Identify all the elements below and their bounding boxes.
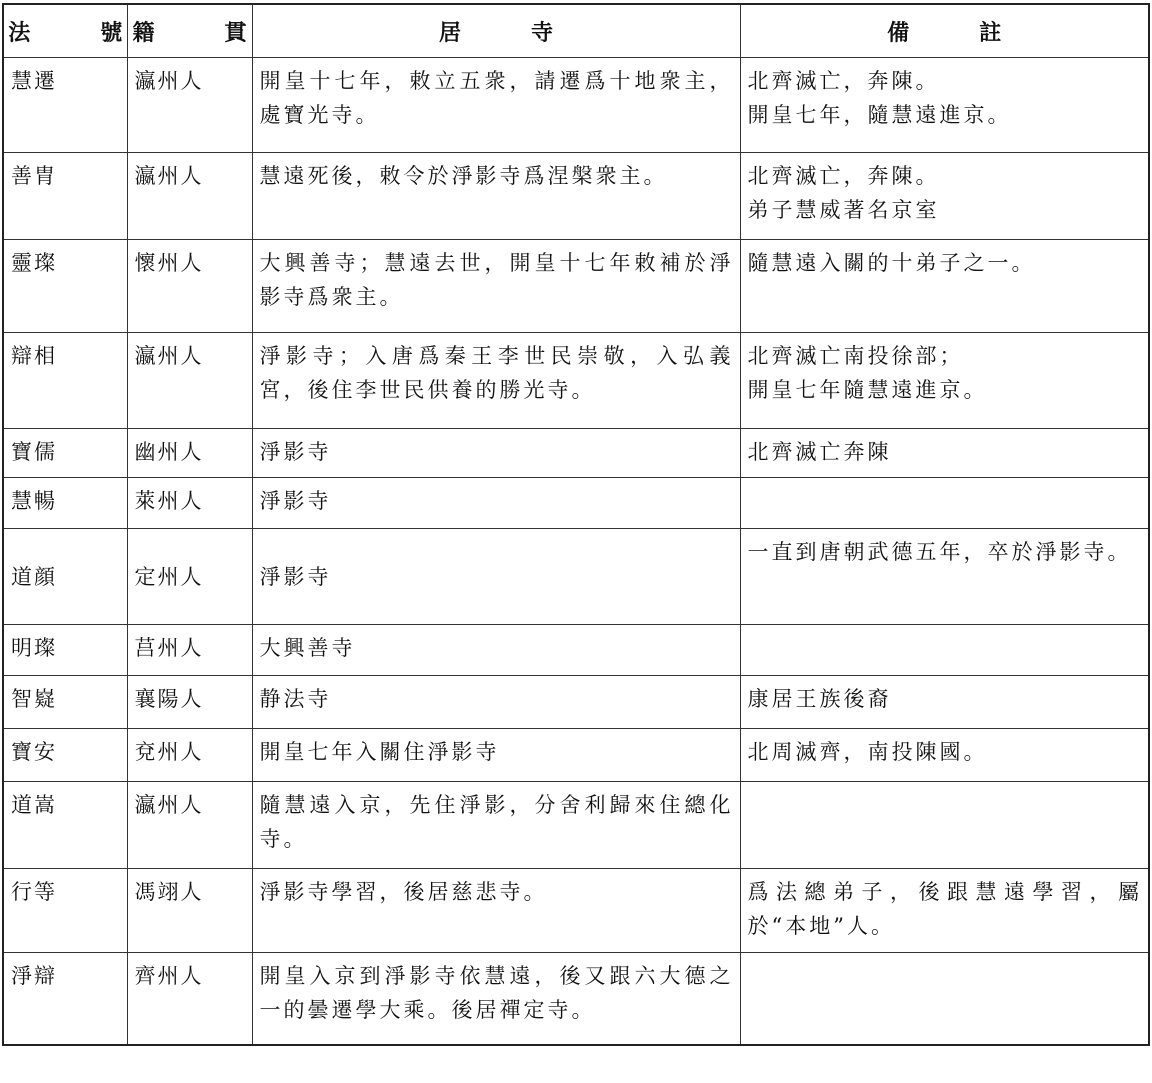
cell-temple: 開皇十七年，敕立五衆，請遷爲十地衆主，處寶光寺。 (252, 58, 740, 153)
table-row (3, 676, 1149, 729)
cell-origin: 襄陽人 (127, 676, 252, 729)
header-temple: 居 寺 (252, 4, 740, 58)
cell-temple: 隨慧遠入京，先住淨影，分舍利歸來住總化寺。 (252, 782, 740, 869)
header-row (3, 4, 1149, 58)
cell-note: 北齊滅亡，奔陳。 開皇七年，隨慧遠進京。 (740, 58, 1149, 153)
cell-origin: 萊州人 (127, 478, 252, 529)
table-row (3, 429, 1149, 478)
table-row (3, 869, 1149, 953)
table-row (3, 953, 1149, 1045)
cell-origin: 定州人 (127, 529, 252, 625)
cell-origin: 瀛州人 (127, 153, 252, 240)
table-row (3, 58, 1149, 153)
table-row (3, 333, 1149, 429)
cell-origin: 兗州人 (127, 729, 252, 782)
cell-origin: 瀛州人 (127, 58, 252, 153)
table-row (3, 240, 1149, 333)
table-container (2, 3, 1150, 1046)
header-dharma-name: 法 號 (3, 4, 127, 58)
header-notes: 備 註 (740, 4, 1149, 58)
cell-origin: 瀛州人 (127, 333, 252, 429)
cell-dharma-name: 智嶷 (3, 676, 127, 729)
cell-origin: 瀛州人 (127, 782, 252, 869)
cell-temple: 大興善寺 (252, 625, 740, 676)
cell-origin: 莒州人 (127, 625, 252, 676)
cell-note: 北齊滅亡南投徐部； 開皇七年隨慧遠進京。 (740, 333, 1149, 429)
cell-temple: 淨影寺 (252, 478, 740, 529)
cell-note: 爲法總弟子，後跟慧遠學習，屬於“本地”人。 (740, 869, 1149, 953)
cell-dharma-name: 慧遷 (3, 58, 127, 153)
table-row (3, 478, 1149, 529)
cell-note: 北齊滅亡奔陳 (740, 429, 1149, 478)
cell-dharma-name: 道嵩 (3, 782, 127, 869)
cell-temple: 開皇入京到淨影寺依慧遠，後又跟六大德之一的曇遷學大乘。後居禪定寺。 (252, 953, 740, 1045)
cell-dharma-name: 道顔 (3, 529, 127, 625)
cell-origin: 馮翊人 (127, 869, 252, 953)
table-row (3, 782, 1149, 869)
cell-temple: 慧遠死後，敕令於淨影寺爲涅槃衆主。 (252, 153, 740, 240)
cell-origin: 懷州人 (127, 240, 252, 333)
cell-temple: 淨影寺 (252, 529, 740, 625)
cell-dharma-name: 行等 (3, 869, 127, 953)
table-row (3, 729, 1149, 782)
cell-dharma-name: 明璨 (3, 625, 127, 676)
cell-origin: 齊州人 (127, 953, 252, 1045)
cell-dharma-name: 慧暢 (3, 478, 127, 529)
table-row (3, 625, 1149, 676)
cell-note (740, 782, 1149, 869)
cell-temple: 淨影寺學習，後居慈悲寺。 (252, 869, 740, 953)
table-body (3, 58, 1149, 1045)
cell-dharma-name: 善胄 (3, 153, 127, 240)
cell-note: 北周滅齊，南投陳國。 (740, 729, 1149, 782)
cell-temple: 開皇七年入關住淨影寺 (252, 729, 740, 782)
cell-note: 北齊滅亡，奔陳。 弟子慧威著名京室 (740, 153, 1149, 240)
cell-dharma-name: 寶儒 (3, 429, 127, 478)
cell-dharma-name: 辯相 (3, 333, 127, 429)
monk-table (2, 3, 1150, 1046)
cell-note: 康居王族後裔 (740, 676, 1149, 729)
cell-note (740, 478, 1149, 529)
cell-temple: 淨影寺；入唐爲秦王李世民崇敬，入弘義宮，後住李世民供養的勝光寺。 (252, 333, 740, 429)
cell-dharma-name: 淨辯 (3, 953, 127, 1045)
table-row (3, 529, 1149, 625)
cell-note: 隨慧遠入關的十弟子之一。 (740, 240, 1149, 333)
cell-temple: 淨影寺 (252, 429, 740, 478)
cell-temple: 大興善寺；慧遠去世，開皇十七年敕補於淨影寺爲衆主。 (252, 240, 740, 333)
table-row (3, 153, 1149, 240)
cell-note: 一直到唐朝武德五年，卒於淨影寺。 (740, 529, 1149, 625)
header-origin: 籍 貫 (127, 4, 252, 58)
cell-note (740, 953, 1149, 1045)
cell-temple: 静法寺 (252, 676, 740, 729)
cell-origin: 幽州人 (127, 429, 252, 478)
cell-note (740, 625, 1149, 676)
cell-dharma-name: 寶安 (3, 729, 127, 782)
cell-dharma-name: 靈璨 (3, 240, 127, 333)
